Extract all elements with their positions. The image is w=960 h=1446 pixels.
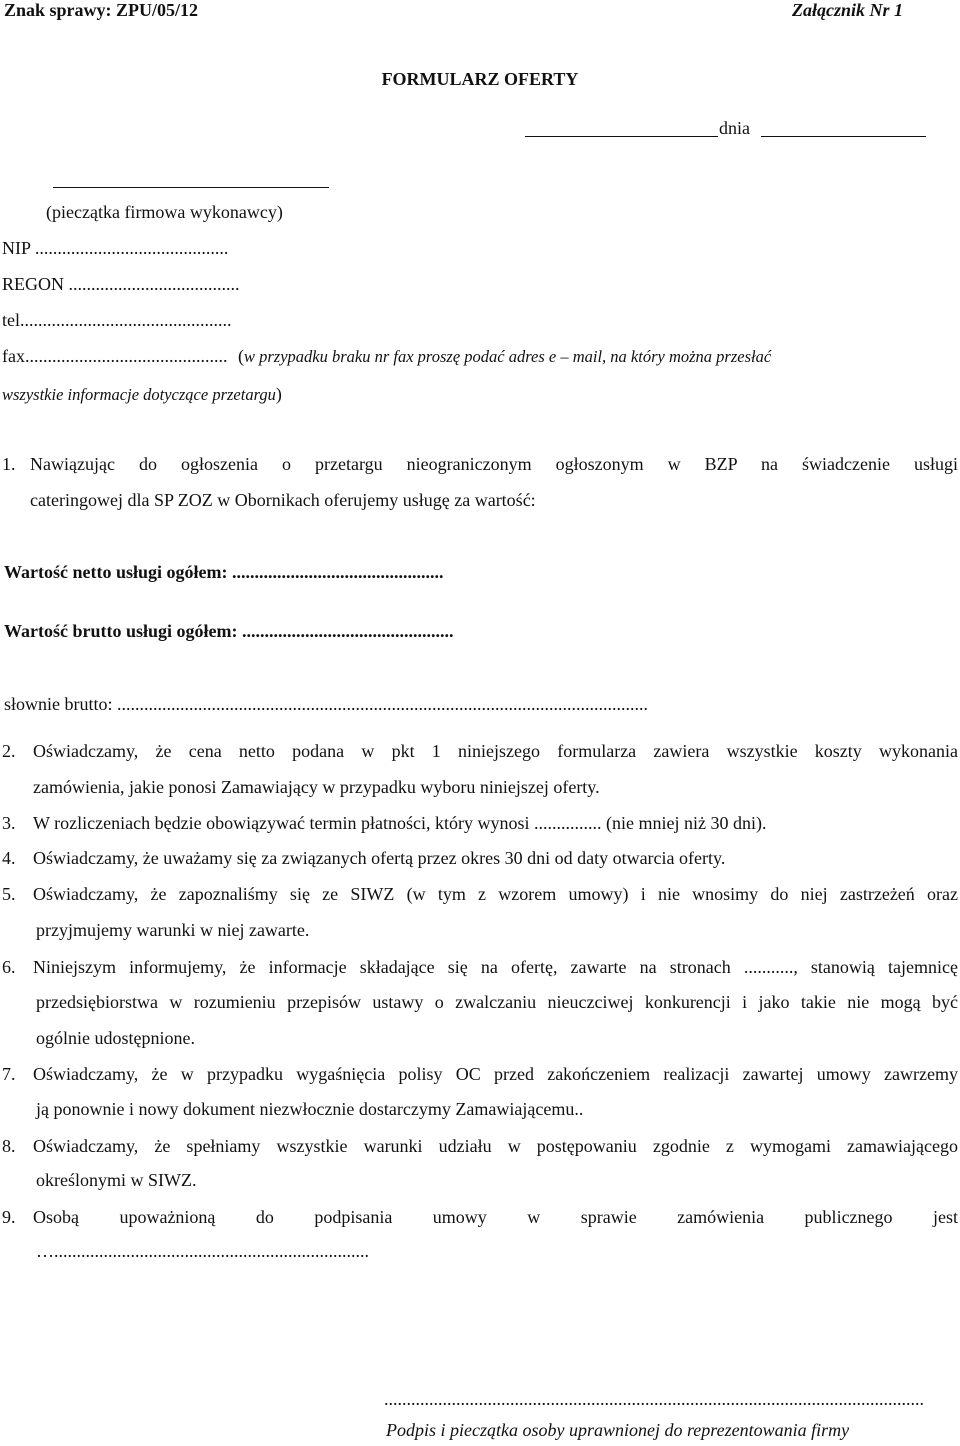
- item9-line2: …......................................................................: [36, 1241, 369, 1261]
- item3-line1: W rozliczeniach będzie obowiązywać termin płatności, który wynosi ............... (nie mniej niż 30 dni).: [33, 813, 767, 833]
- date-label: dnia: [719, 118, 750, 138]
- fax-note: w przypadku braku nr fax proszę podać adres e – mail, na który można przesłać: [243, 347, 772, 366]
- nip-field: NIP ...........................................: [2, 238, 229, 258]
- item2-number: 2.: [2, 741, 16, 761]
- case-number: Znak sprawy: ZPU/05/12: [4, 0, 199, 20]
- item5-line2: przyjmujemy warunki w niej zawarte.: [36, 920, 310, 940]
- item8-line1: Oświadczamy, że spełniamy wszystkie warunki udziału w postępowaniu zgodnie z wymogami zamawiającego: [33, 1136, 958, 1156]
- item5-number: 5.: [2, 884, 16, 904]
- item4-line1: Oświadczamy, że uważamy się za związanych ofertą przez okres 30 dni od daty otwarcia oferty.: [33, 848, 726, 868]
- item7-line2: ją ponownie i nowy dokument niezwłocznie dostarczymy Zamawiającemu..: [36, 1099, 584, 1119]
- item9-number: 9.: [2, 1207, 16, 1227]
- item5-line1: Oświadczamy, że zapoznaliśmy się ze SIWZ (w tym z wzorem umowy) i nie wnosimy do niej zastrzeżeń oraz: [33, 884, 958, 904]
- brutto-value: Wartość brutto usługi ogółem: ...............................................: [4, 621, 454, 641]
- words-value: słownie brutto: ......................................................................................................................: [4, 694, 648, 714]
- regon-field: REGON ......................................: [2, 274, 240, 294]
- item2-line1: Oświadczamy, że cena netto podana w pkt 1 niniejszego formularza zawiera wszystkie koszty wykonania: [33, 741, 958, 761]
- page-title: FORMULARZ OFERTY: [381, 69, 579, 89]
- attachment-label: Załącznik Nr 1: [791, 0, 903, 20]
- tel-field: tel...............................................: [2, 310, 232, 330]
- item8-number: 8.: [2, 1136, 16, 1156]
- signature-dots: ........................................................................................................................: [384, 1389, 924, 1409]
- item7-number: 7.: [2, 1064, 16, 1084]
- fax-row: fax............................................. (w przypadku braku nr fax proszę podać adres e – mail, na który można przesłać: [2, 346, 772, 366]
- item9-line1: Osobą upoważnioną do podpisania umowy w sprawie zamówienia publicznego jest: [33, 1207, 958, 1227]
- item8-line2: określonymi w SIWZ.: [36, 1170, 197, 1190]
- place-line: [525, 136, 718, 137]
- item2-line2: zamówienia, jakie ponosi Zamawiający w przypadku wyboru niniejszej oferty.: [33, 777, 600, 797]
- section1-line1: Nawiązując do ogłoszenia o przetargu nieograniczonym ogłoszonym w BZP na świadczenie usługi: [30, 454, 958, 474]
- item4-number: 4.: [2, 848, 16, 868]
- signature-caption: Podpis i pieczątka osoby uprawnionej do reprezentowania firmy: [386, 1420, 850, 1440]
- section1-number: 1.: [2, 454, 16, 474]
- item3-number: 3.: [2, 813, 16, 833]
- netto-value: Wartość netto usługi ogółem: ...............................................: [4, 562, 444, 582]
- section1-line2: cateringowej dla SP ZOZ w Obornikach oferujemy usługę za wartość:: [30, 490, 536, 510]
- item6-number: 6.: [2, 957, 16, 977]
- item7-line1: Oświadczamy, że w przypadku wygaśnięcia polisy OC przed zakończeniem realizacji zawartej umowy zawrzemy: [33, 1064, 958, 1084]
- stamp-label: (pieczątka firmowa wykonawcy): [46, 202, 283, 222]
- item6-line1: Niniejszym informujemy, że informacje składające się na ofertę, zawarte na stronach ..........., stanowią tajemnicę: [33, 957, 958, 977]
- date-line: [761, 136, 926, 137]
- stamp-line: [53, 187, 329, 188]
- fax-note-line2: wszystkie informacje dotyczące przetargu): [2, 384, 282, 404]
- item6-line3: ogólnie udostępnione.: [36, 1028, 195, 1048]
- item6-line2: przedsiębiorstwa w rozumieniu przepisów ustawy o zwalczaniu nieuczciwej konkurencji i jako takie nie mogą być: [36, 992, 958, 1012]
- fax-field: fax.............................................: [2, 346, 228, 366]
